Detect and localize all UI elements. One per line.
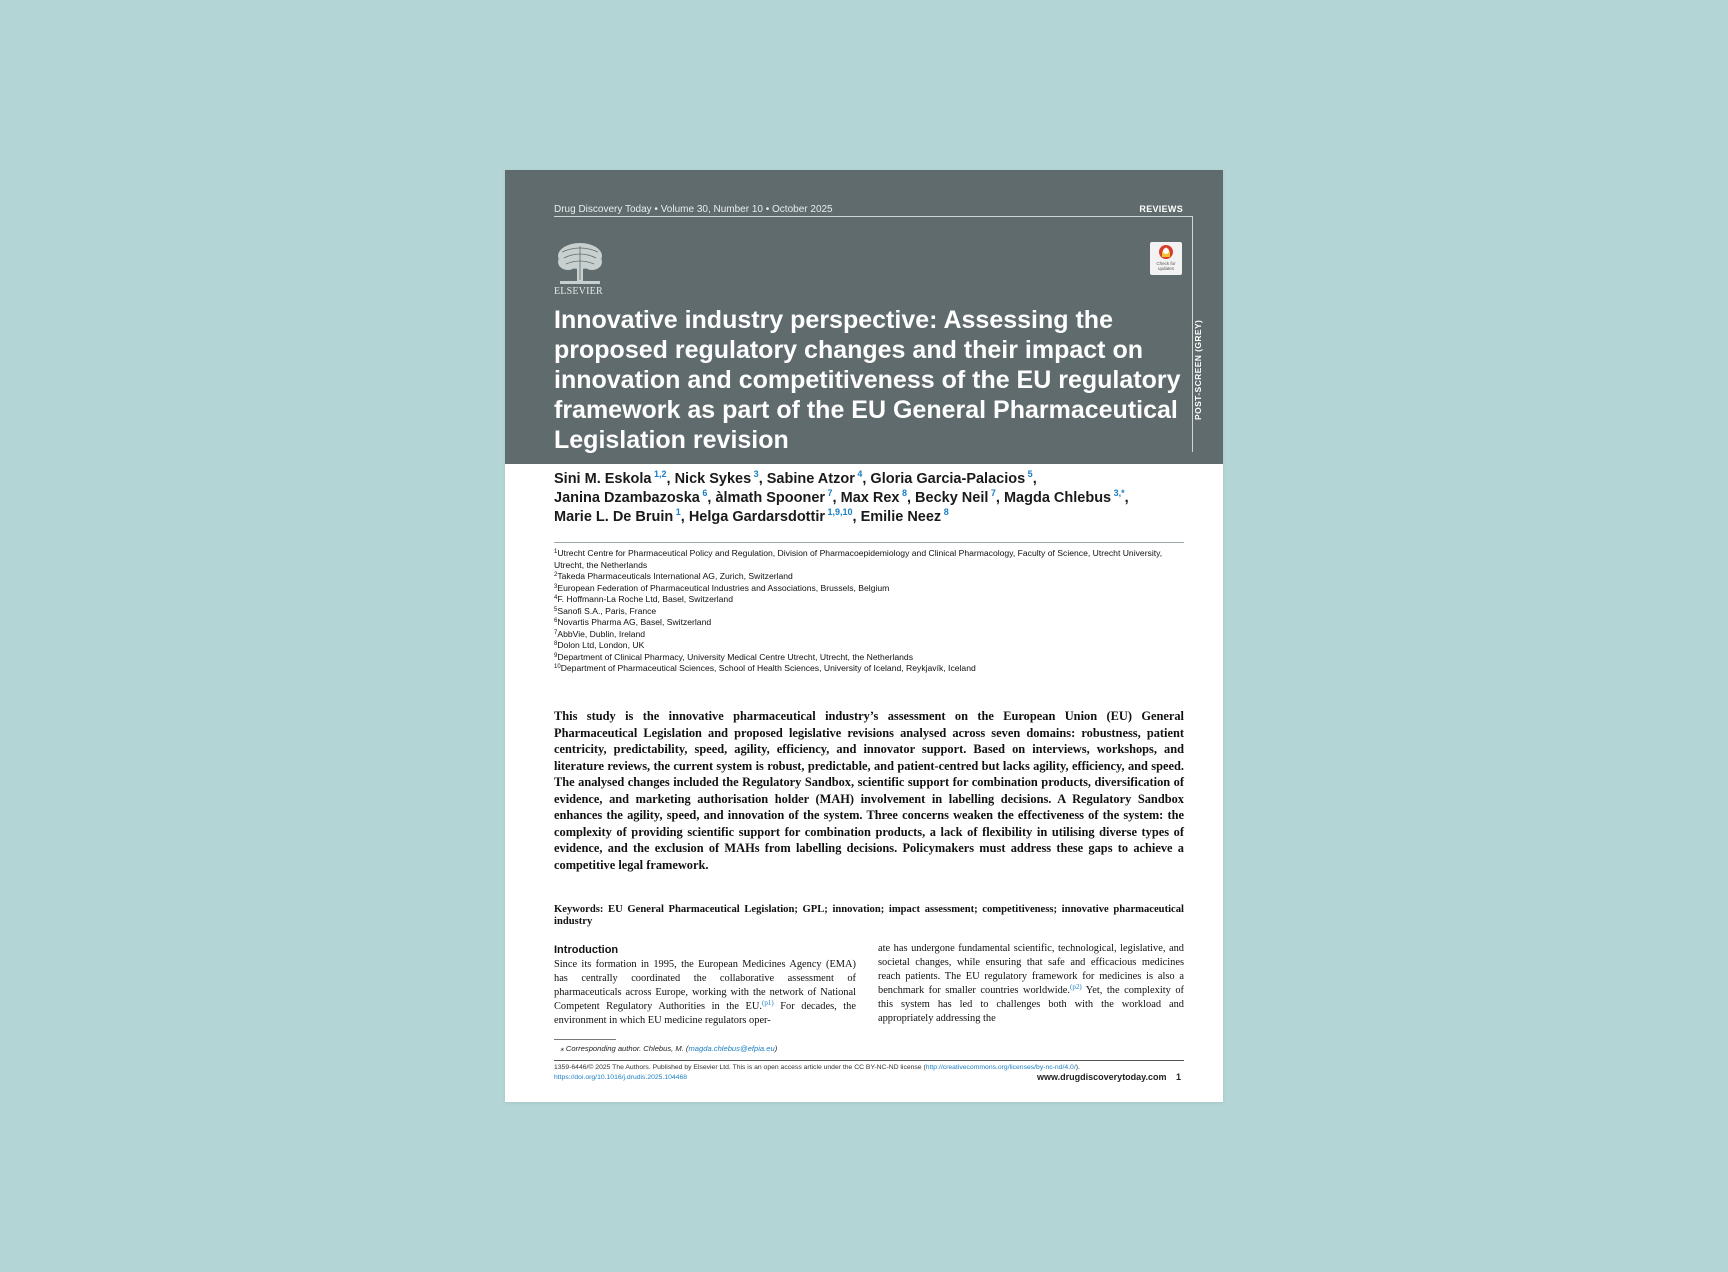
affiliation-item: [554, 606, 1186, 618]
intro-text: ate has undergone fundamental scientific, technological, legislative, and societal changes, while ensuring that safe and efficacious medicines reach patients. The EU regulatory framework for medicines is also a benchmark for smaller countries worldwide.: [878, 943, 1184, 996]
check-for-updates-text: Check for updates: [1156, 261, 1176, 271]
copyright-line: [554, 1064, 1080, 1071]
affiliation-item: [554, 548, 1186, 571]
author-separator: ,: [906, 490, 916, 506]
author-separator: ,: [1124, 490, 1129, 506]
intro-text: Yet, the complexity of this system has led to challenges both with the workload and appropriately addressing the: [878, 984, 1184, 1024]
affiliation-item: [554, 640, 1186, 652]
author-affiliation-marker[interactable]: 7: [825, 488, 833, 498]
authors-rule: [554, 542, 1184, 543]
author-name[interactable]: Nick Sykes: [674, 471, 752, 487]
affiliation-number: 6: [554, 618, 558, 624]
article-page: [505, 170, 1223, 1102]
author-separator: ,: [666, 471, 675, 487]
author-affiliation-marker[interactable]: 1,9,10: [825, 507, 853, 517]
journal-website[interactable]: www.drugdiscoverytoday.com: [1037, 1072, 1167, 1082]
affiliation-text: Dolon Ltd, London, UK: [557, 640, 645, 650]
affiliation-number: 3: [554, 583, 558, 590]
author-list: [554, 470, 1186, 527]
affiliation-number: 9: [554, 652, 558, 659]
page-number: 1: [1176, 1072, 1182, 1082]
footnote-rule: [554, 1039, 616, 1040]
crossmark-icon: [1150, 242, 1182, 262]
keywords: Keywords: EU General Pharmaceutical Legislation; GPL; innovation; impact assessment; competitiveness; innovative pharmaceutical industry: [554, 904, 1184, 927]
affiliation-number: 7: [554, 629, 558, 636]
affiliation-text: Sanofi S.A., Paris, France: [557, 605, 657, 616]
author-separator: ,: [862, 471, 871, 487]
affiliation-number: 5: [554, 606, 558, 613]
affiliation-item: [554, 594, 1186, 606]
side-label: POST-SCREEN (GREY): [1193, 319, 1203, 420]
reference-link[interactable]: (p1): [762, 998, 774, 1007]
author-affiliation-marker[interactable]: 6: [699, 488, 708, 498]
affiliation-number: 8: [554, 641, 558, 647]
footnote-text: ⁎ Corresponding author. Chlebus, M. (: [560, 1044, 689, 1053]
affiliation-text: Takeda Pharmaceuticals International AG, Zurich, Switzerland: [557, 571, 793, 581]
abstract: This study is the innovative pharmaceutical industry’s assessment on the European Union (EU) General Pharmaceutical Legislation and proposed legislative revisions analysed across seven domains: robustness, patient centricity, predictability, speed, agility, efficiency, and innovator support. Based on interviews, workshops, and literature reviews, the current system is robust, predictable, and patient-centred but lacks agility, efficiency, and speed. The analysed changes included the Regulatory Sandbox, scientific support for combination products, diversification of evidence, and marketing authorisation holder (MAH) involvement in labelling decisions. A Regulatory Sandbox enhances the agility, speed, and innovation of the system. Three concerns weaken the effectiveness of the system: the complexity of providing scientific support for combination products, a lack of flexibility in utilising diverse types of evidence, and the exclusion of MAHs from labelling decisions. Policymakers must address these gaps to achieve a competitive legal framework.: [554, 709, 1184, 872]
author-name[interactable]: Sabine Atzor: [766, 471, 855, 487]
affiliation-list: [554, 548, 1186, 675]
affiliation-text: F. Hoffmann-La Roche Ltd, Basel, Switzerland: [557, 594, 733, 604]
check-for-updates-badge[interactable]: [1150, 242, 1182, 275]
author-name[interactable]: Sini M. Eskola: [554, 471, 652, 487]
author-separator: ,: [832, 490, 841, 506]
license-link[interactable]: http://creativecommons.org/licenses/by-nc-nd/4.0/: [925, 1064, 1076, 1071]
reference-link[interactable]: (p2): [1070, 982, 1082, 991]
affiliation-number: 2: [554, 572, 558, 578]
author-separator: ,: [852, 509, 861, 525]
article-title: Innovative industry perspective: Assessing the proposed regulatory changes and their impact on innovation and competitiveness of the EU regulatory framework as part of the EU General Pharmaceutical Legislation revision: [554, 306, 1181, 454]
affiliation-text: Department of Pharmaceutical Sciences, School of Health Sciences, University of Iceland, Reykjavík, Iceland: [560, 663, 976, 673]
affiliation-text: European Federation of Pharmaceutical Industries and Associations, Brussels, Belgium: [557, 582, 890, 593]
author-separator: ,: [1032, 471, 1037, 487]
author-affiliation-marker[interactable]: 7: [988, 488, 996, 498]
footnote-text: ): [774, 1044, 778, 1053]
author-affiliation-marker[interactable]: 8: [899, 488, 907, 498]
affiliation-item: [554, 583, 1186, 595]
section-heading-introduction: Introduction: [554, 944, 619, 956]
author-affiliation-marker[interactable]: 5: [1025, 469, 1033, 479]
intro-text: For decades, the environment in which EU medicine regulators oper-: [554, 1000, 856, 1026]
affiliation-item: [554, 617, 1186, 629]
author-name[interactable]: Helga Gardarsdottir: [688, 509, 825, 525]
author-name[interactable]: Janina Dzambazoska: [554, 490, 700, 506]
intro-column-2: [878, 942, 1184, 1025]
affiliation-text: Department of Clinical Pharmacy, University Medical Centre Utrecht, Utrecht, the Netherlands: [557, 651, 914, 662]
affiliation-text: AbbVie, Dublin, Ireland: [557, 628, 646, 639]
author-separator: ,: [995, 490, 1004, 506]
publisher-name: ELSEVIER: [554, 286, 603, 297]
author-affiliation-marker[interactable]: 3: [751, 469, 759, 479]
affiliation-item: [554, 663, 1186, 675]
author-name[interactable]: Magda Chlebus: [1003, 490, 1112, 506]
intro-column-1: [554, 958, 856, 1028]
affiliation-text: Novartis Pharma AG, Basel, Switzerland: [557, 617, 712, 627]
affiliation-item: [554, 571, 1186, 583]
author-name[interactable]: Max Rex: [840, 490, 900, 506]
journal-citation: Drug Discovery Today • Volume 30, Number 10 • October 2025: [554, 204, 833, 215]
author-separator: ,: [707, 490, 716, 506]
affiliation-item: [554, 652, 1186, 664]
copyright-text: ).: [1075, 1064, 1080, 1071]
author-affiliation-marker[interactable]: 4: [854, 469, 863, 479]
author-affiliation-marker[interactable]: 8: [941, 507, 949, 517]
author-affiliation-marker[interactable]: 1: [673, 507, 681, 517]
header-rule: [554, 216, 1193, 217]
author-name[interactable]: Becky Neil: [915, 490, 989, 506]
affiliation-number: 4: [554, 595, 558, 601]
copyright-text: 1359-6446/© 2025 The Authors. Published by Elsevier Ltd. This is an open access article under the CC BY-NC-ND license (: [554, 1064, 926, 1071]
author-name[interactable]: Emilie Neez: [860, 509, 942, 525]
author-separator: ,: [758, 471, 767, 487]
footer-rule: [554, 1060, 1184, 1061]
corresponding-author-note: [560, 1044, 777, 1053]
affiliation-item: [554, 629, 1186, 641]
author-name[interactable]: Gloria Garcia-Palacios: [870, 471, 1026, 487]
intro-text: Since its formation in 1995, the European Medicines Agency (EMA) has centrally coordinated the collaborative assessment of pharmaceuticals across Europe, working with the network of National Competent Regulatory Authorities in the EU.: [554, 959, 856, 1012]
author-separator: ,: [680, 509, 689, 525]
author-affiliation-marker[interactable]: 1,2: [651, 469, 667, 479]
section-label: REVIEWS: [1139, 204, 1183, 214]
author-name[interactable]: Marie L. De Bruin: [554, 509, 674, 525]
author-name[interactable]: àlmath Spooner: [715, 490, 826, 506]
affiliation-number: 10: [554, 664, 561, 670]
author-affiliation-marker[interactable]: 3,*: [1111, 488, 1125, 498]
email-link[interactable]: magda.chlebus@efpia.eu: [688, 1044, 775, 1053]
affiliation-number: 1: [554, 549, 558, 555]
header-band: [505, 170, 1223, 464]
doi-link[interactable]: https://doi.org/10.1016/j.drudis.2025.104468: [554, 1074, 688, 1081]
affiliation-text: Utrecht Centre for Pharmaceutical Policy and Regulation, Division of Pharmacoepidemiology and Clinical Pharmacology, Faculty of Science, Utrecht University, Utrecht, the Netherlands: [554, 548, 1163, 570]
